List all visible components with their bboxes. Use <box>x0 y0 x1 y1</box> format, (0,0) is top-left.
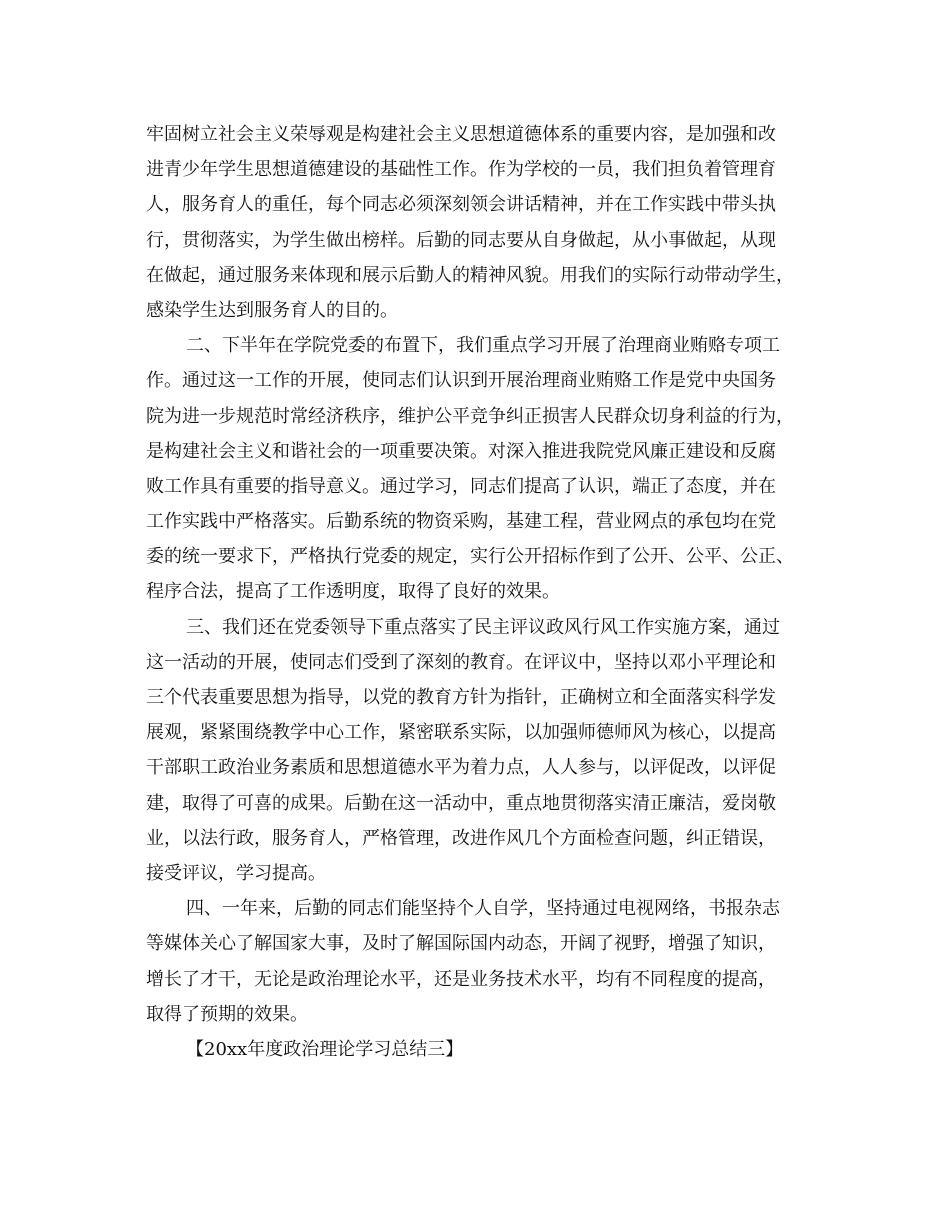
text-line: 这一活动的开展，使同志们受到了深刻的教育。在评议中，坚持以邓小平理论和 <box>146 651 776 673</box>
text-line: 展观，紧紧围绕教学中心工作，紧密联系实际，以加强师德师风为核心，以提高 <box>146 722 776 744</box>
text-line: 三个代表重要思想为指导，以党的教育方针为指针，正确树立和全面落实科学发 <box>146 687 776 708</box>
document-body <box>146 117 810 1067</box>
text-line: 牢固树立社会主义荣辱观是构建社会主义思想道德体系的重要内容，是加强和改 <box>146 124 776 145</box>
text-line: 取得了预期的效果。 <box>146 1003 308 1025</box>
text-line: 作。通过这一工作的开展，使同志们认识到开展治理商业贿赂工作是党中央国务 <box>146 370 776 392</box>
text-line: 败工作具有重要的指导意义。通过学习，同志们提高了认识，端正了态度，并在 <box>146 475 776 497</box>
text-line: 干部职工政治业务素质和思想道德水平为着力点，人人参与，以评促改，以评促 <box>146 757 776 779</box>
text-line: 接受评议，学习提高。 <box>146 862 326 884</box>
text-line: 增长了才干，无论是政治理论水平，还是业务技术水平，均有不同程度的提高， <box>146 968 776 990</box>
text-line: 院为进一步规范时常经济秩序，维护公平竞争纠正损害人民群众切身利益的行为， <box>146 405 794 427</box>
paragraph-start-line: 二、下半年在学院党委的布置下，我们重点学习开展了治理商业贿赂专项工 <box>186 335 780 357</box>
text-line: 在做起，通过服务来体现和展示后勤人的精神风貌。用我们的实际行动带动学生， <box>146 264 794 286</box>
text-line: 程序合法，提高了工作透明度，取得了良好的效果。 <box>146 581 560 603</box>
text-line: 建，取得了可喜的成果。后勤在这一活动中，重点地贯彻落实清正廉洁，爱岗敬 <box>146 792 776 814</box>
paragraph-start-line: 四、一年来，后勤的同志们能坚持个人自学，坚持通过电视网络，书报杂志 <box>186 898 780 920</box>
text-line: 行，贯彻落实，为学生做出榜样。后勤的同志要从自身做起，从小事做起，从现 <box>146 229 776 251</box>
text-line: 等媒体关心了解国家大事，及时了解国际国内动态，开阔了视野，增强了知识， <box>146 933 776 955</box>
text-line: 进青少年学生思想道德建设的基础性工作。作为学校的一员，我们担负着管理育 <box>146 159 776 181</box>
text-line: 业，以法行政，服务育人，严格管理，改进作风几个方面检查问题，纠正错误， <box>146 827 776 849</box>
paragraph-start-line: 三、我们还在党委领导下重点落实了民主评议政风行风工作实施方案，通过 <box>186 616 780 638</box>
text-line: 委的统一要求下，严格执行党委的规定，实行公开招标作到了公开、公平、公正、 <box>146 546 794 568</box>
text-line: 人，服务育人的重任，每个同志必须深刻领会讲话精神，并在工作实践中带头执 <box>146 194 776 216</box>
section-heading: 【20xx年度政治理论学习总结三】 <box>186 1038 464 1060</box>
text-line: 感染学生达到服务育人的目的。 <box>146 299 398 321</box>
text-line: 是构建社会主义和谐社会的一项重要决策。对深入推进我院党风廉正建设和反腐 <box>146 440 776 462</box>
text-line: 工作实践中严格落实。后勤系统的物资采购，基建工程，营业网点的承包均在党 <box>146 511 776 533</box>
